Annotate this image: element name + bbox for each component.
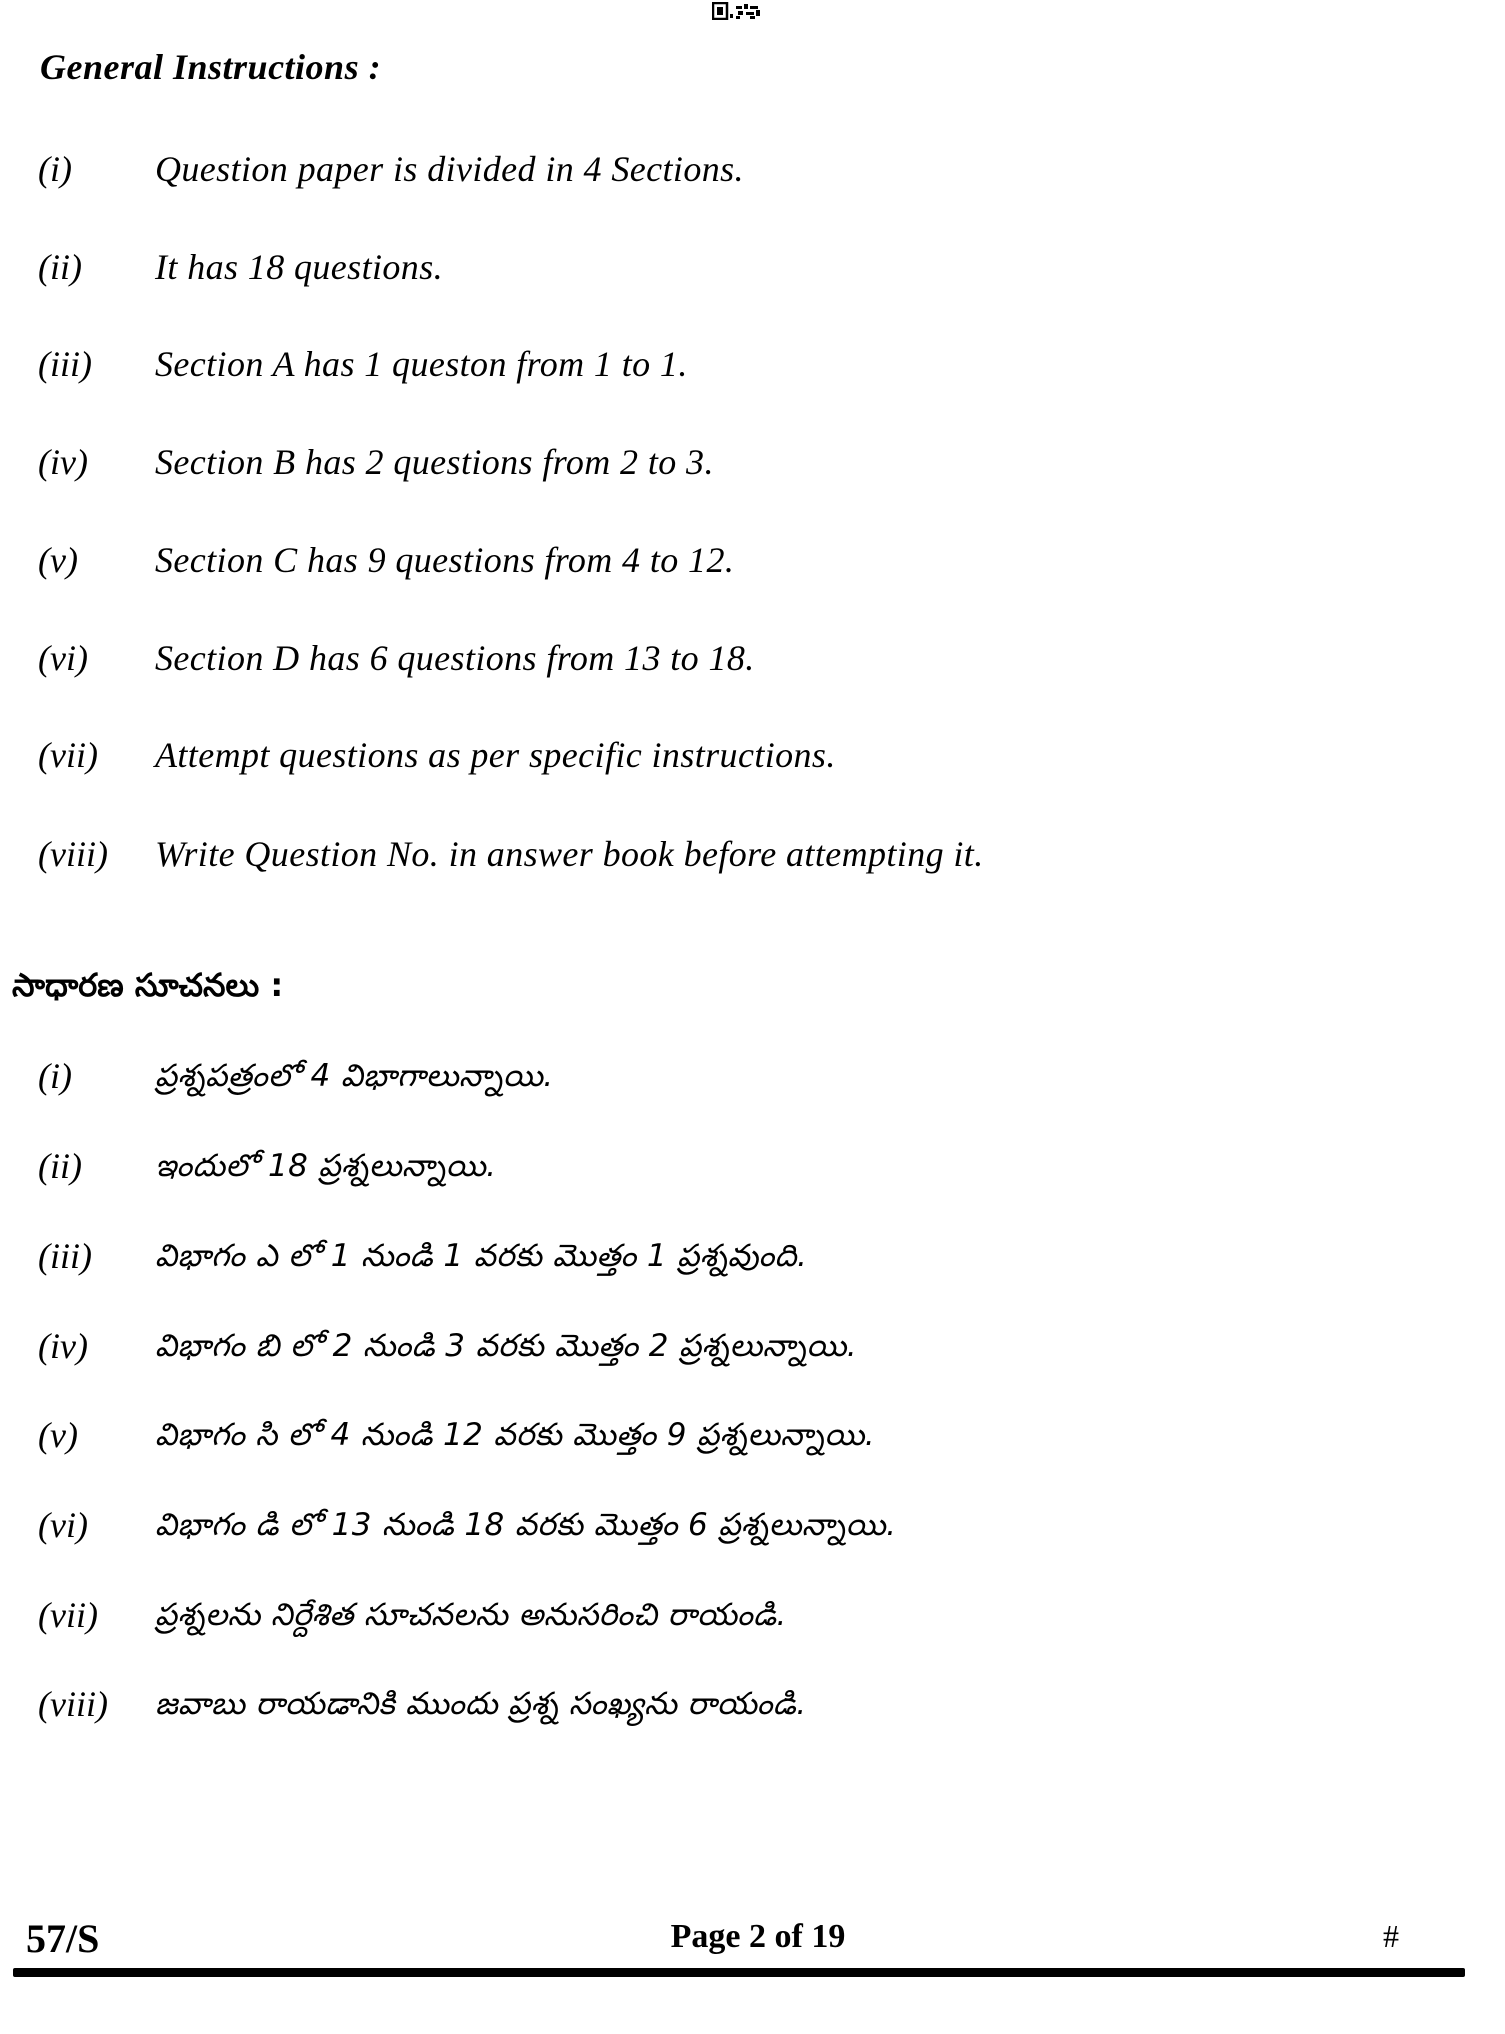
item-number: (i) [38, 1056, 72, 1096]
footer-divider [13, 1968, 1465, 1977]
item-number: (ii) [38, 247, 82, 287]
item-number: (vii) [38, 1595, 98, 1635]
item-number: (iii) [38, 1236, 92, 1276]
item-text: Section A has 1 queston from 1 to 1. [155, 344, 688, 384]
item-text: జవాబు రాయడానికి ముందు ప్రశ్న సంఖ్యను రాయండి. [155, 1686, 807, 1722]
item-text: విభాగం ఎ లో 1 నుండి 1 వరకు మొత్తం 1 ప్రశ్నవుంది. [155, 1238, 808, 1274]
paper-code: 57/S [26, 1916, 100, 1961]
item-text: విభాగం సి లో 4 నుండి 12 వరకు మొత్తం 9 ప్రశ్నలున్నాయి. [155, 1417, 876, 1453]
item-number: (viii) [38, 1684, 108, 1724]
item-number: (v) [38, 1415, 78, 1455]
item-text: ప్రశ్నలను నిర్దేశిత సూచనలను అనుసరించి రాయండి. [155, 1597, 787, 1633]
item-number: (vi) [38, 638, 88, 678]
item-text: Question paper is divided in 4 Sections. [155, 149, 744, 189]
item-text: Section B has 2 questions from 2 to 3. [155, 442, 714, 482]
telugu-instructions-heading: సాధారణ సూచనలు : [12, 966, 284, 1004]
item-number: (iv) [38, 442, 88, 482]
item-number: (i) [38, 149, 72, 189]
item-number: (vi) [38, 1505, 88, 1545]
item-text: ప్రశ్నపత్రంలో 4 విభాగాలున్నాయి. [155, 1058, 554, 1094]
item-text: ఇందులో 18 ప్రశ్నలున్నాయి. [155, 1148, 497, 1184]
footer-mark: # [1383, 1918, 1399, 1954]
item-number: (iii) [38, 344, 92, 384]
item-text: Write Question No. in answer book before attempting it. [155, 834, 984, 874]
item-text: విభాగం డి లో 13 నుండి 18 వరకు మొత్తం 6 ప్రశ్నలున్నాయి. [155, 1507, 897, 1543]
item-text: Section C has 9 questions from 4 to 12. [155, 540, 735, 580]
item-number: (iv) [38, 1326, 88, 1366]
item-text: It has 18 questions. [155, 247, 444, 287]
item-number: (viii) [38, 834, 108, 874]
item-text: Attempt questions as per specific instructions. [155, 735, 836, 775]
item-number: (v) [38, 540, 78, 580]
general-instructions-heading: General Instructions : [40, 47, 382, 87]
qr-code-icon [712, 2, 768, 20]
item-text: విభాగం బి లో 2 నుండి 3 వరకు మొత్తం 2 ప్రశ్నలున్నాయి. [155, 1328, 858, 1364]
item-number: (ii) [38, 1146, 82, 1186]
page-number: Page 2 of 19 [670, 1918, 846, 1955]
item-number: (vii) [38, 735, 98, 775]
item-text: Section D has 6 questions from 13 to 18. [155, 638, 755, 678]
